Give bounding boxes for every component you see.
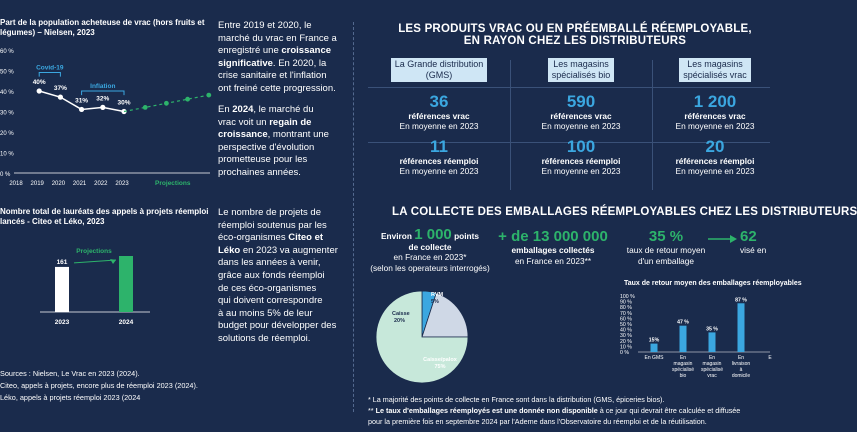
reemploi-sub: En moyenne en 2023 [675, 166, 755, 176]
data-point [79, 107, 84, 112]
stat-label: visé en [740, 245, 767, 255]
x-tick-label: à [739, 367, 743, 373]
slice-value: 75% [434, 364, 446, 370]
stat-packaging-collected [492, 228, 614, 266]
x-tick-label: 2024 [118, 319, 134, 326]
paragraph-line: à au moins 5% de leur [218, 307, 313, 319]
x-tick-label: 2023 [115, 181, 129, 187]
paragraph-line: de ces éco-organismes [218, 282, 317, 294]
projection-arrow [74, 260, 116, 263]
x-tick-label: 2021 [72, 181, 87, 187]
pie-chart [370, 285, 480, 385]
y-tick-label: 50 % [620, 322, 632, 328]
paragraph-line: vrac voit un regain de [218, 116, 312, 128]
y-tick-label: 30 % [0, 110, 14, 117]
sources [0, 368, 210, 404]
vrac-count: 36 [429, 92, 449, 111]
data-label: 37% [53, 85, 67, 93]
data-point [37, 88, 42, 93]
y-tick-label: 30 % [620, 333, 632, 340]
x-tick-label: 2023 [54, 319, 70, 326]
bar [709, 332, 716, 352]
stat-prefix: Environ [381, 231, 412, 241]
bar [680, 326, 687, 352]
bar-2023 [55, 267, 69, 312]
stat-label: emballages collectés [511, 245, 595, 255]
paragraph-line: prochaines années. [218, 166, 301, 178]
footnotes [368, 394, 770, 427]
stat-sub: en France en 2023* [393, 252, 467, 262]
slice-value: 5% [431, 299, 439, 305]
projection-point [185, 97, 190, 102]
bar-label: 47 % [677, 319, 689, 326]
text-paragraph-2 [218, 104, 348, 180]
chart2-title: Nombre total de lauréats des appels à projets réemploi lancés - Citeo et Léko, 2023 [0, 207, 209, 226]
arrow-icon [708, 234, 738, 244]
x-tick-label: spécialisé [672, 367, 694, 373]
paragraph-line: budget pour développer des [218, 320, 337, 332]
stat-value: 62 [740, 228, 757, 245]
bar-chart-laureats [0, 232, 218, 332]
data-label: 30% [117, 99, 131, 107]
projection-point [206, 93, 211, 98]
bar-label: 35 % [706, 326, 718, 333]
covid-bracket [39, 73, 60, 77]
paragraph-line: qui doivent correspondre [218, 295, 323, 307]
x-tick-label: 2020 [51, 181, 66, 187]
stat-collection-points [360, 226, 500, 273]
inflation-label: Inflation [90, 83, 116, 90]
stat-sub: d'un emballage [637, 255, 695, 266]
reemploi-count: 100 [566, 137, 596, 156]
paragraph-line: prometteuse pour les [218, 154, 308, 166]
bar-label: 161 [56, 258, 68, 266]
data-point [100, 105, 105, 110]
column-divider [353, 22, 354, 412]
x-tick-label: 2019 [30, 181, 44, 187]
y-tick-label: 50 % [0, 69, 14, 76]
title-line: LES PRODUITS VRAC OU EN PRÉEMBALLÉ RÉEMPLOYABLE, [398, 23, 752, 35]
bar [738, 303, 745, 352]
data-label: 32% [96, 95, 110, 103]
covid-label: Covid-19 [36, 64, 64, 72]
paragraph-line: Entre 2019 et 2020, le [218, 20, 312, 31]
y-tick-label: 40 % [620, 327, 632, 334]
vrac-label: références vrac [684, 111, 746, 121]
source-line: Citeo, appels à projets, encore plus de réemploi 2023 (2024). [0, 381, 198, 390]
paragraph-line: perspective d'évolution [218, 141, 315, 153]
slice-label: Caisse [392, 311, 410, 317]
paragraph-line: Le nombre de projets de [218, 207, 321, 218]
bar-chart-title: Taux de retour moyen des emballages réemployables [624, 280, 802, 287]
stat-label: taux de retour moyen [626, 245, 706, 255]
reemploi-label: références réemploi [541, 156, 621, 166]
bar-chart-return [620, 292, 770, 392]
paragraph-line: ont freiné cette progression. [218, 82, 336, 94]
paragraph-line: enregistré une croissance [218, 45, 332, 57]
chart1-title: Part de la population acheteuse de vrac (hors fruits et légumes) – Nielsen, 2023 [0, 18, 205, 37]
reemploi-label: références réemploi [399, 156, 479, 166]
section-title-products [380, 23, 770, 47]
x-tick-label: spécialisé [701, 367, 723, 373]
source-line: Sources : Nielsen, Le Vrac en 2023 (2024). [0, 369, 140, 378]
y-tick-label: 60 % [620, 316, 632, 323]
x-tick-label: En [708, 355, 716, 361]
bar [651, 344, 658, 352]
x-tick-label: E [768, 355, 772, 361]
reemploi-count: 11 [430, 137, 448, 156]
x-tick-label: En [737, 355, 745, 361]
stat-label: de collecte [408, 241, 452, 252]
y-tick-label: 70 % [620, 310, 632, 317]
x-tick-label: domicile [731, 373, 751, 379]
section-title-collecte: LA COLLECTE DES EMBALLAGES RÉEMPLOYABLES CHEZ LES DISTRIBUTEURS [392, 206, 857, 218]
y-tick-label: 0 % [0, 172, 11, 178]
vrac-sub: En moyenne en 2023 [399, 121, 479, 131]
paragraph-line: En 2024, le marché du [218, 104, 314, 115]
stat-suffix: points [454, 231, 479, 241]
vrac-label: références vrac [550, 111, 612, 121]
x-tick-label: bio [679, 373, 687, 379]
reemploi-sub: En moyenne en 2023 [541, 166, 621, 176]
paragraph-line: réemploi soutenus par les [218, 219, 327, 231]
x-tick-label: En [679, 355, 687, 361]
data-label: 40% [32, 79, 46, 86]
paragraph-line: Léko en 2023 va augmenter [218, 244, 338, 256]
vrac-sub: En moyenne en 2023 [541, 121, 621, 131]
y-tick-label: 90 % [620, 299, 632, 306]
column-gms [368, 58, 510, 176]
reemploi-count: 20 [705, 137, 725, 156]
y-tick-label: 10 % [620, 344, 632, 351]
stat-value: 35 % [648, 228, 684, 245]
projection-point [164, 101, 169, 106]
reemploi-sub: En moyenne en 2023 [399, 166, 479, 176]
bar-label: 87 % [735, 297, 747, 304]
y-tick-label: 40 % [0, 90, 14, 96]
vrac-label: références vrac [408, 111, 470, 121]
slice-value: 20% [394, 318, 406, 324]
paragraph-line: significative. En 2020, la [218, 57, 327, 69]
paragraph-line: crise sanitaire et l'inflation [218, 70, 327, 82]
y-tick-label: 0 % [620, 350, 629, 356]
text-paragraph-3 [218, 207, 348, 346]
x-tick-label: magasin [702, 361, 722, 367]
reemploi-label: références réemploi [675, 156, 755, 166]
footnote: * La majorité des points de collecte en France sont dans la distribution (GMS, épiceries bios). [368, 395, 665, 404]
x-tick-label: 2018 [9, 181, 23, 187]
column-bio [510, 58, 652, 176]
column-vrac [652, 58, 778, 176]
vrac-count: 590 [566, 92, 596, 111]
bar-label: 15% [648, 337, 660, 344]
slice-label: Caisse/palox [423, 357, 457, 363]
paragraph-line: grâce aux fonds réemploi [218, 269, 325, 281]
stat-sub: (selon les operateurs interrogés) [370, 262, 490, 273]
line-chart [0, 40, 218, 190]
bar-2024-projection [119, 256, 133, 312]
column-header: Les magasins spécialisés bio [548, 58, 615, 82]
x-tick-label: 2022 [94, 181, 108, 187]
y-tick-label: 100 % [620, 294, 635, 300]
data-label: 31% [75, 97, 89, 105]
stat-return-rate [616, 228, 716, 266]
paragraph-line: solutions de réemploi. [218, 332, 311, 344]
column-header: Les magasins spécialisés vrac [679, 58, 751, 82]
footnote: ** Le taux d'emballages réemployés est une donnée non disponible à ce jour qui devrait être calculée et diffusée [368, 406, 741, 415]
stat-sub: en France en 2023** [514, 255, 592, 266]
data-point [58, 95, 63, 100]
x-tick-label: En GMS [644, 355, 664, 361]
x-tick-label: magasin [673, 361, 693, 367]
title-line: EN RAYON CHEZ LES DISTRIBUTEURS [463, 35, 687, 47]
paragraph-line: croissance, montrant une [218, 129, 329, 141]
x-tick-label: vrac [707, 373, 717, 379]
paragraph-line: éco-organismes Citeo et [218, 232, 324, 244]
vrac-count: 1 200 [693, 92, 737, 111]
footnote: pour la première fois en septembre 2024 par l'Ademe dans l'Observatoire du réemploi et de la réutilisation. [368, 417, 707, 426]
stat-value: + de 13 000 000 [498, 228, 608, 245]
slice-label: RVM [431, 292, 444, 298]
projection-point [143, 105, 148, 110]
y-tick-label: 20 % [620, 338, 632, 345]
projection-label: Projections [155, 180, 191, 187]
source-line: Léko, appels à projets réemploi 2023 (2024 [0, 393, 141, 402]
y-tick-label: 20 % [0, 131, 14, 137]
paragraph-line: dans les années à venir, [218, 257, 321, 269]
vrac-sub: En moyenne en 2023 [675, 121, 755, 131]
column-header: La Grande distribution (GMS) [391, 58, 488, 82]
projection-label: Projections [76, 248, 112, 255]
stat-target [740, 228, 780, 256]
y-tick-label: 80 % [620, 305, 632, 312]
text-paragraph-1 [218, 20, 348, 96]
x-tick-label: livraison [731, 361, 751, 367]
paragraph-line: marché du vrac en France a [218, 32, 337, 44]
y-tick-label: 60 % [0, 49, 14, 55]
y-tick-label: 10 % [0, 151, 14, 158]
stat-value: 1 000 [414, 226, 452, 243]
